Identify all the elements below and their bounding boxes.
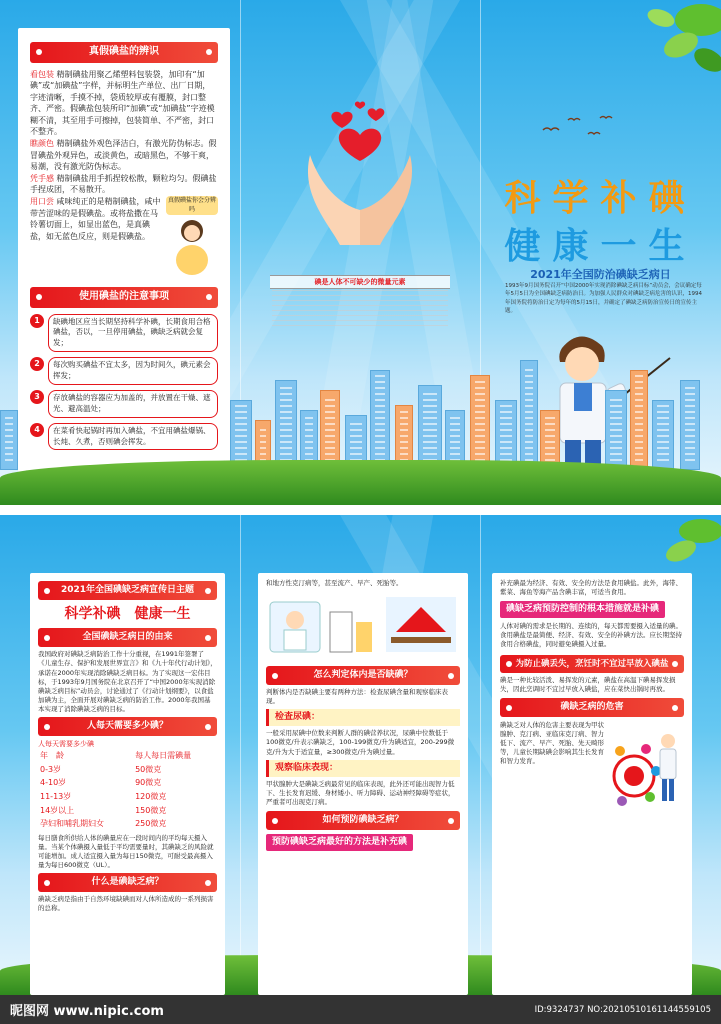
daily-need-table-block [38, 739, 217, 831]
root-measure-text: 人体对碘的需求是长期的、连续的，每天都需要摄入适量的碘。食用碘盐是最简便、经济、有效、安全的补碘方法。应长期坚持食用合格碘盐，同时避免碘摄入过量。 [500, 622, 682, 649]
daily-need-caption: 人每天需要多少碘 [38, 740, 94, 749]
origin-text: 我国政府对碘缺乏病防治工作十分重视，在1991年签署了《儿童生存、保护和发展世界宣言》和《九十年代行动计划》，承诺在2000年实现消除碘缺乏病目标。为了实现这一宏伟目标，于1993年9月国务院在北京召开了“中国2000年实现消除碘缺乏病目标”动员会，讨论通过了《行动计划纲要》，以食盐加碘为主，全面开展对碘缺乏病的防治工作。2000年我国基本实现了消除碘缺乏病的目标。 [38, 650, 217, 713]
diagnosis-panel [258, 573, 468, 995]
cover-description: 1993年9月国务院召开“中国2000年实现消除碘缺乏病目标”动员会，会议确定每年5月5日为全国碘缺乏病防治日。为加强人民群众对碘缺乏病危害的认识，1994年国务院将防治日定为每年的5月15日，并确定了碘缺乏病防治宣传日的宣传主题。 [505, 283, 702, 314]
precautions-list [30, 314, 218, 451]
judge-text: 判断体内是否缺碘主要有两种方法：检查尿碘含量和观察临床表现。 [266, 688, 448, 706]
table-row: 0-3岁 50微克 [40, 764, 162, 774]
theme-text: 科学补碘 健康一生 [64, 606, 191, 623]
cover-subtitle: 2021年全国防治碘缺乏病日 [530, 268, 671, 281]
image-id-text: ID:9324737 NO:20210510161144559105 [534, 1004, 711, 1015]
harm-diagram [612, 721, 684, 835]
micronutrient-banner: 碘是人体不可缺少的微量元素 [270, 275, 450, 289]
site-logo: 昵图网 www.nipic.com [10, 1004, 164, 1019]
cooking-tip-bar: 为防止碘丢失，烹饪时不宜过早放入碘盐 [500, 655, 684, 673]
green-leaves-icon [621, 515, 721, 575]
cover-title-line2: 健康一生 [504, 226, 697, 267]
precautions-title: 使用碘盐的注意事项 [30, 287, 218, 308]
harm-text: 碘缺乏对人体的危害主要表现为甲状腺肿、克汀病、亚临床克汀病、智力低下、流产、早产、死胎、先天畸形等，儿童长期缺碘会影响其生长发育和智力发育。 [500, 721, 604, 766]
iodized-salt-identification-panel [18, 28, 230, 472]
salt-and-doctors-illustration-icon [266, 592, 460, 662]
faint-text-block [272, 290, 448, 330]
identification-item: 用口尝 咸味纯正的是精制碘盐，咸中带苦涩味的是假碘盐。或将盐撒在马铃薯切面上，如显出蓝色，是真碘盐，如无蓝色反应，则是假碘盐。 [30, 197, 161, 241]
precaution-item: 4 在菜肴快起锅时再加入碘盐，不宜用碘盐爆锅、长炖、久煮，否则碘会挥发。 [30, 423, 218, 451]
pregnant-woman-illustration [166, 196, 218, 279]
clinical-title: 观察临床表现： [266, 760, 460, 777]
identification-item: 瞧颜色 精制碘盐外观色泽洁白，有激光防伪标志。假冒碘盐外观异色，或淡黄色，或暗黑色，不够干爽，易潮，没有激光防伪标志。 [30, 139, 217, 172]
cooking-tip-text: 碘是一种比较活泼、易挥发的元素，碘盐在高温下碘易挥发损失，因此烹调时不宜过早放入碘盐，应在菜快出锅时再放。 [500, 675, 676, 693]
identification-list [30, 69, 218, 280]
speech-bubble: 真假碘盐你会分辨吗 [166, 196, 218, 215]
brochure-outer-side [0, 0, 721, 505]
brochure-inner-side [0, 515, 721, 995]
daily-need-table-wrap [38, 739, 217, 831]
birds-icon [538, 110, 618, 150]
table-row: 4-10岁 90微克 [40, 778, 162, 788]
identification-item: 凭手感 精制碘盐用手抓捏较松散，颗粒均匀。假碘盐手捏成团，不易散开。 [30, 173, 217, 195]
daily-need-bar: 人每天需要多少碘？ [38, 717, 217, 736]
judge-bar: 怎么判定体内是否缺碘？ [266, 666, 460, 685]
doctor-and-harm-wheel-icon [612, 721, 684, 831]
daily-need-table [38, 749, 217, 831]
what-is-deficiency-bar: 什么是碘缺乏病？ [38, 873, 217, 892]
root-measure-tag: 碘缺乏病预防控制的根本措施就是补碘 [500, 601, 665, 618]
woman-figure-icon [166, 215, 218, 275]
continued-text: 和地方性克汀病等，甚至流产、早产、死胎等。 [266, 579, 403, 587]
harm-bar: 碘缺乏病的危害 [500, 698, 684, 717]
precaution-item: 1 缺碘地区应当长期坚持科学补碘，长期食用合格碘盐，否以，一旦停用碘盐，碘缺乏病就会复发； [30, 314, 218, 353]
green-leaves-icon [601, 0, 721, 90]
hands-with-hearts-icon [280, 95, 440, 245]
cover-title-line1: 科学补碘 [504, 178, 697, 219]
table-row: 14岁以上 150微克 [40, 805, 167, 815]
table-row: 11-13岁 120微克 [40, 792, 167, 802]
precaution-item: 2 每次购买碘盐不宜太多，因为时间久，碘元素会挥发； [30, 357, 218, 385]
urine-test-title: 检查尿碘： [266, 709, 460, 726]
precaution-item: 3 存放碘盐的容器应为加盖的，并放置在干燥、遮光、避高温处； [30, 390, 218, 418]
origin-bar: 全国碘缺乏病日的由来 [38, 628, 217, 647]
clinical-text: 甲状腺肿大是碘缺乏病最常见的临床表现，此外还可能出现智力低下、生长发育迟缓、身材矮小、听力障碍、运动神经障碍等症状，严重者可出现克汀病。 [266, 779, 455, 806]
identification-title: 真假碘盐的辨识 [30, 42, 218, 63]
identification-item: 看包装 精制碘盐用聚乙烯塑料包装袋，加印有“加碘”或“加碘盐”字样，并标明生产单位、出厂日期，字迹清晰，手摸不掉，袋质较厚或有覆膜，封口整齐、严密。假碘盐包装所印“加碘”或“加碘盐”字迹模糊不清，其至用手可擦掉，包装简单、不严密，封口不整齐。 [30, 69, 215, 137]
prevent-tag: 预防碘缺乏病最好的方法是补充碘 [266, 834, 413, 851]
identification-item-with-figure [30, 196, 218, 279]
footer-bar [0, 995, 721, 1024]
measures-and-harm-panel [492, 573, 692, 995]
theme-bar: 2021年全国碘缺乏病宣传日主题 [38, 581, 217, 600]
table-row: 孕妇和哺乳期妇女 250微克 [40, 819, 167, 829]
table-header-row: 年 龄 每人每日需碘量 [40, 751, 192, 761]
harm-block [500, 721, 684, 835]
continued-text: 补充碘最为经济、有效、安全的方法是食用碘盐。此外，海带、紫菜、海鱼等海产品含碘丰富，可适当食用。 [500, 579, 682, 597]
theme-and-origin-panel [30, 573, 225, 995]
green-lawn [0, 460, 721, 505]
daily-need-text: 每日膳食所供给人体的碘量应在一段时间内的平均每天摄入量。当某个体碘摄入量低于平均需要量时，其碘缺乏的风险就可能增加。成人适宜摄入量为每日150微克，可耐受最高摄入量为每日600微克（UL）。 [38, 833, 214, 870]
prevent-bar: 如何预防碘缺乏病？ [266, 811, 460, 830]
urine-test-text: 一般采用尿碘中位数来判断人群的碘营养状况，尿碘中位数低于100微克/升表示碘缺乏，100-199微克/升为碘适宜，200-299微克/升为大于适宜量，≥300微克/升为碘过量。 [266, 729, 455, 756]
what-is-deficiency-text: 碘缺乏病是指由于自然环境缺碘而对人体所造成的一系列损害的总称。 [38, 895, 214, 913]
